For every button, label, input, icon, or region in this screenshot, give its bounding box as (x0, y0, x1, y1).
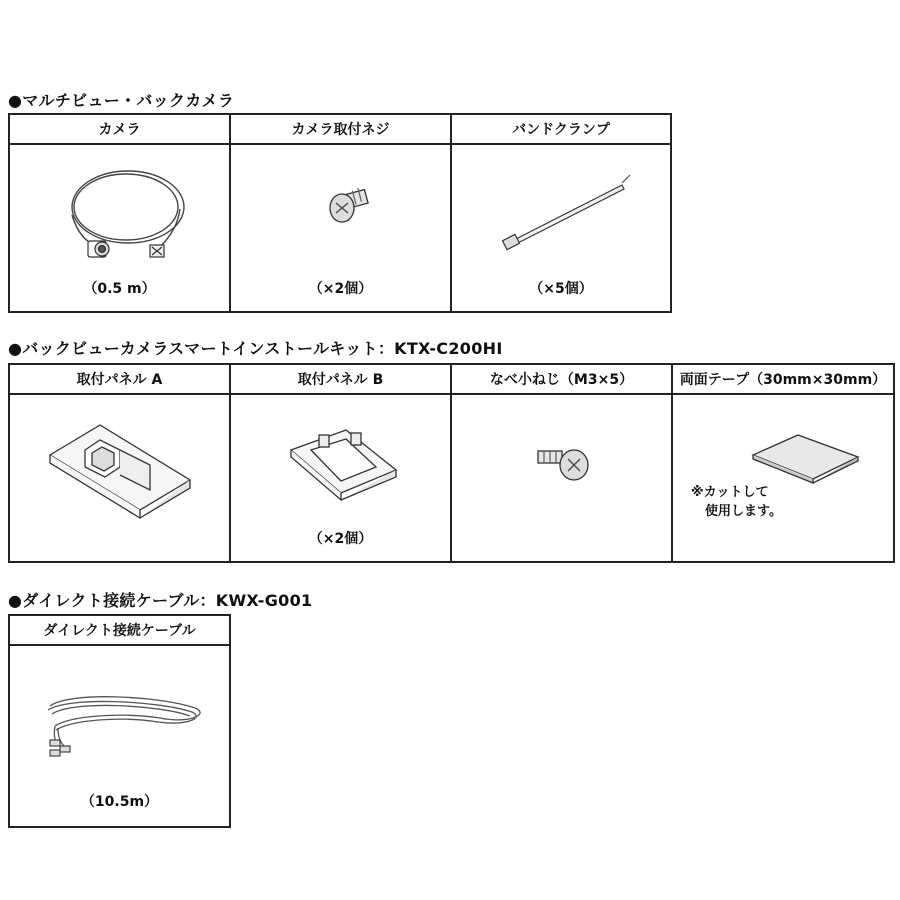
screw-icon (231, 145, 452, 285)
cell-double-tape (672, 394, 894, 562)
camera-cable-icon (10, 145, 231, 285)
section-title-install-kit: ●バックビューカメラスマートインストールキット：KTX-C200HI (8, 339, 503, 358)
section-title-camera: ●マルチビュー・バックカメラ (8, 91, 235, 110)
tape-note-line1: ※カットして (691, 485, 769, 500)
qty-camera: （0.5 m） (83, 281, 156, 297)
header-camera: カメラ (9, 114, 230, 144)
cell-panel-a (9, 394, 230, 562)
direct-cable-icon (10, 646, 231, 796)
parts-table-direct-cable (8, 614, 231, 828)
qty-camera-screw: （×2個） (308, 281, 373, 297)
parts-table-camera (8, 113, 672, 313)
header-pan-screw: なべ小ねじ（M3×5） (451, 364, 672, 394)
header-panel-b: 取付パネル B (230, 364, 451, 394)
cell-band-clamp (451, 144, 671, 312)
mount-panel-b-icon (231, 395, 452, 535)
qty-direct-cable: （10.5m） (80, 794, 159, 810)
header-panel-a: 取付パネル A (9, 364, 230, 394)
pan-head-screw-icon (452, 395, 673, 535)
cell-pan-screw (451, 394, 672, 562)
cell-camera-screw (230, 144, 451, 312)
header-band-clamp: バンドクランプ (451, 114, 671, 144)
cell-direct-cable (9, 645, 230, 827)
section-title-direct-cable: ●ダイレクト接続ケーブル：KWX-G001 (8, 591, 313, 610)
header-direct-cable: ダイレクト接続ケーブル (9, 615, 230, 645)
header-camera-screw: カメラ取付ネジ (230, 114, 451, 144)
mount-panel-a-icon (10, 395, 231, 535)
parts-table-install-kit (8, 363, 895, 563)
qty-panel-b: （×2個） (308, 531, 373, 547)
qty-band-clamp: （×5個） (529, 281, 593, 297)
header-double-tape: 両面テープ（30mm×30mm） (672, 364, 894, 394)
cell-camera (9, 144, 230, 312)
cell-panel-b (230, 394, 451, 562)
tape-note-line2: 使用します。 (705, 504, 782, 519)
cable-tie-icon (452, 145, 672, 285)
